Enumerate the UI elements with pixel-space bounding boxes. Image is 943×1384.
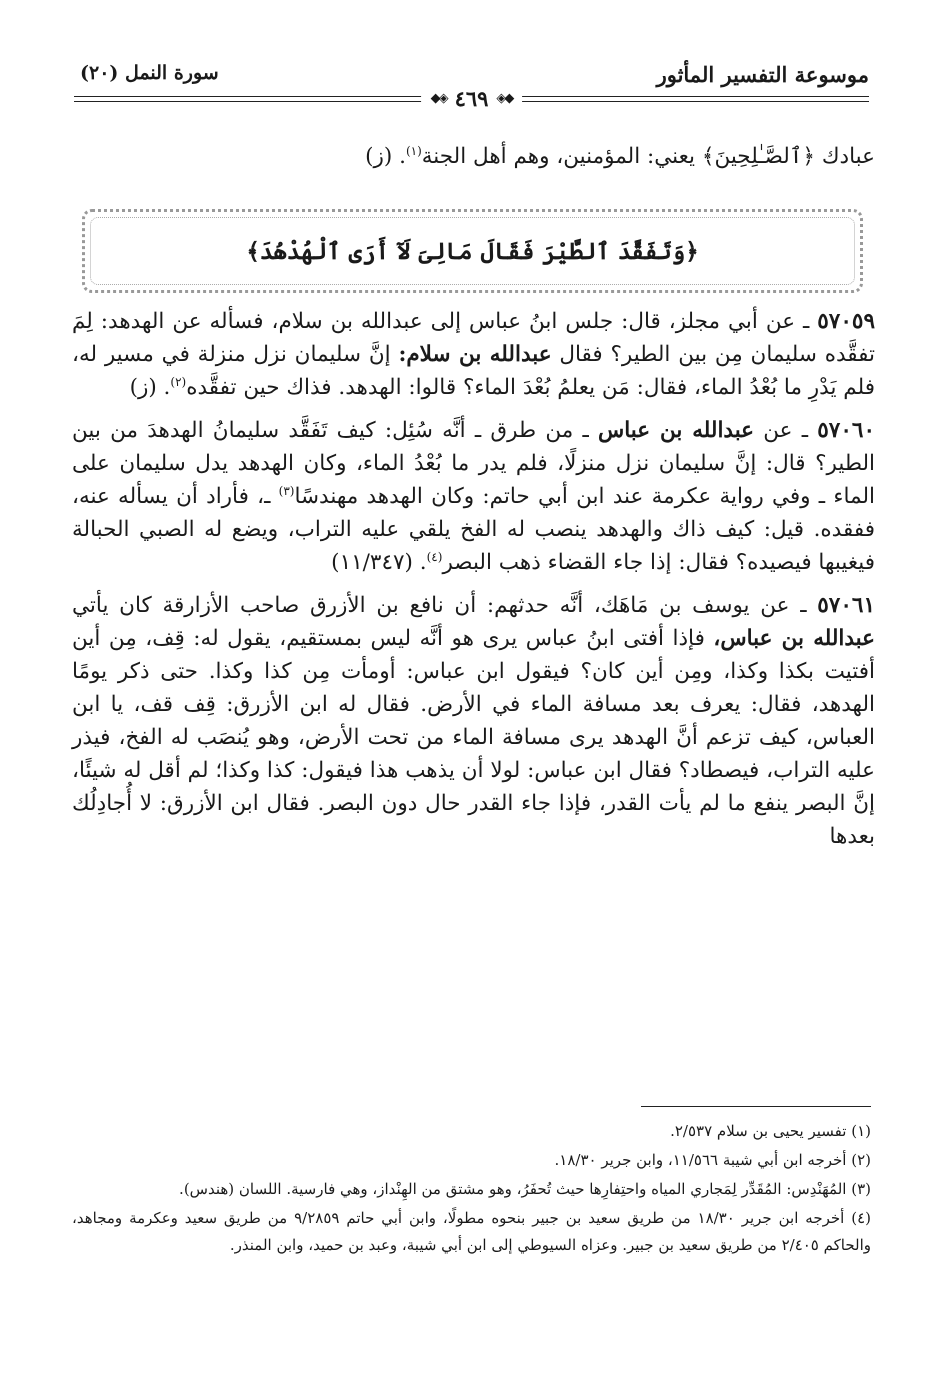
entry-text: ـ عن — [754, 418, 818, 443]
entry-text: ـ من طرق ـ أنَّه سُئِل: كيف تَفَقَّد سليمانُ الهدهدَ من بين الطير؟ قال: إنَّ سليمان نزل منزلًا، فلم يدر ما بُعْدُ الماء، وكان الهدهد يدل سليمان على الماء ـ وفي رواية عكرمة عند ابن أبي حاتم: وكان الهدهد مهندسًا — [72, 418, 875, 509]
entry-tail: . (ز) — [129, 375, 171, 400]
page-number: ٤٦٩ — [454, 86, 489, 111]
entry-tail: . (١١/٣٤٧) — [331, 550, 427, 575]
ornament-icon: ◆◈ — [496, 91, 513, 106]
entry-text: ـ عن يوسف بن مَاهَك، أنَّه حدثهم: أن نافع بن الأزرق صاحب الأزارقة كان يأتي — [72, 593, 818, 618]
entry-57059 — [72, 305, 875, 404]
entry-text: ـ عن أبي مجلز، قال: جلس ابنُ عباس إلى عبدالله بن سلام، فسأله عن الهدهد: لِمَ تفقَّده سليمان مِن بين الطير؟ فقال — [72, 309, 876, 367]
footnote-ref: (٢) — [170, 374, 187, 389]
intro-text: عبادك ﴿ٱلصَّـٰلِحِينَ﴾ يعني: المؤمنين، وهم أهل الجنة — [421, 144, 875, 169]
entry-number: ٥٧٠٥٩ — [817, 309, 875, 334]
footnote-1: (١) تفسير يحيى بن سلام ٢/٥٣٧. — [670, 1122, 871, 1140]
main-text — [72, 305, 875, 863]
footnote-2: (٢) أخرجه ابن أبي شيبة ١١/٥٦٦، وابن جرير ١٨/٣٠. — [554, 1151, 871, 1169]
entry-57061 — [72, 589, 875, 853]
entry-text: ـ، فأراد أن يسأله عنه، ففقده. قيل: كيف ذاك والهدهد ينصب له الفخ يلقي عليه التراب، ويضع له الصبي الحبالة فيغيبها فيصيده؟ فقال: إذا جاء القضاء ذهب البصر — [72, 484, 875, 575]
entry-text: إنَّ سليمان نزل منزلة في مسير له، فلم يَدْرِ ما بُعْدُ الماء، فقال: مَن يعلمُ بُعْدَ الماء؟ قالوا: الهدهد. فذاك حين تفقَّده — [72, 342, 875, 400]
verse-text: ﴿وَتَفَقَّدَ ٱلطَّيْرَ فَقَالَ مَالِىَ لَآ أَرَى ٱلْهُدْهُدَ﴾ — [90, 217, 855, 285]
footnote-4: (٤) أخرجه ابن جرير ١٨/٣٠ من طريق سعيد بن جبير بنحوه مطولًا، وابن أبي حاتم ٩/٢٨٥٩ من طريق سعيد وعكرمة ومجاهد، والحاكم ٢/٤٠٥ من طريق سعيد بن جبير. وعزاه السيوطي إلى ابن أبي شيبة، وعبد بن حميد، وابن المنذر. — [72, 1209, 871, 1254]
entry-57060 — [72, 414, 875, 579]
entry-number: ٥٧٠٦٠ — [817, 418, 875, 443]
page-number-block — [421, 86, 523, 111]
intro-paragraph — [72, 140, 875, 173]
footnote-3: (٣) المُهَنْدِس: المُقَدِّر لِمَجاري المياه واحتِفارِها حيث تُحفَرُ، وهو مشتق من الهِنْداز، وهي فارسية. اللسان (هندس). — [179, 1180, 871, 1198]
surah-title: سورة النمل (٢٠) — [80, 62, 219, 84]
narrator-name: عبدالله بن سلام: — [398, 342, 552, 367]
footnote-ref: (٤) — [426, 549, 443, 564]
ornament-icon: ◈◆ — [430, 91, 447, 106]
entry-text: فإذا أفتى ابنُ عباس يرى هو أنَّه ليس بمستقيم، يقول له: قِف، مِن أين أفتيت بكذا وكذا، ومِن أين كان؟ فيقول ابن عباس: أومأت مِن كذا وكذا. حتى ذكر يومًا الهدهد، فقال: يعرف بعد مسافة الماء في الأرض. فقال له ابن الأزرق: قِف قف، يا ابن العباس، كيف تزعم أنَّ الهدهد يرى مسافة الماء من تحت الأرض، وهو يُنصَب له الفخ، فيذر عليه التراب، فيصطاد؟ فقال ابن عباس: لولا أن يذهب هذا فيقول: كذا وكذا؛ لم أقل له شيئًا، إنَّ البصر ينفع ما لم يأت القدر، فإذا جاء القدر حال دون البصر. فقال ابن الأزرق: لا أُجادِلُك بعدها — [72, 626, 875, 849]
footnote-ref: (١) — [405, 143, 422, 158]
entry-number: ٥٧٠٦١ — [817, 593, 875, 618]
verse-box — [82, 209, 863, 293]
narrator-name: عبدالله بن عباس، — [713, 626, 875, 651]
intro-tail: . (ز) — [365, 144, 406, 169]
footnotes — [72, 1118, 871, 1261]
narrator-name: عبدالله بن عباس — [598, 418, 755, 443]
footnote-ref: (٣) — [278, 483, 295, 498]
footnote-separator — [641, 1106, 871, 1107]
book-title: موسوعة التفسير المأثور — [656, 62, 869, 87]
